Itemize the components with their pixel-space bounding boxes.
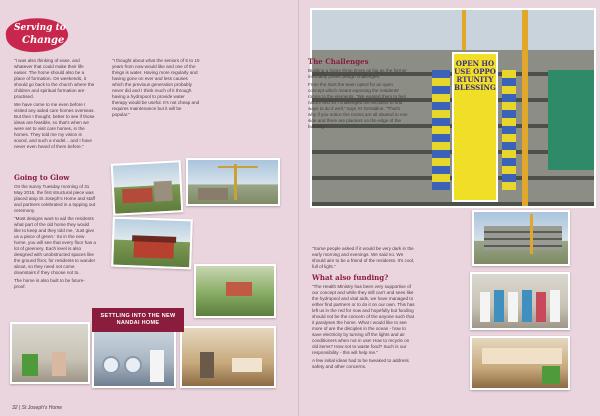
- left-column-1: [14, 58, 96, 152]
- funding-section: [312, 272, 416, 372]
- photo-old-home: [111, 217, 193, 270]
- paragraph: "I thought about what the seniors of 5 to 10 years from now would like and one of the things is water. Having more regularly and having gone on ever and less causes which the previous generation probably never did and I think much of it through having a hydropool to provide water therapy would be useful. It's not cheap and requires maintenance but it will be popular.": [112, 58, 200, 117]
- photo-dining: [180, 326, 276, 388]
- page-folio: 32 | St Joseph's Home: [12, 405, 63, 411]
- right-page: [300, 0, 600, 416]
- paragraph: "I was also thinking of ease, and whatever that could make their life easier. The home should also be a place of formation. On weekends, it should go back to the church where the children and spiritual formation are practised.: [14, 58, 95, 99]
- caption-text: SETTLING INTO THE NEW NANDAI HOME: [100, 313, 176, 326]
- photo-caption-tag: [92, 308, 184, 332]
- photo-staff-group: [470, 272, 570, 330]
- paragraph: A few initial ideas had to be tweaked to address safety and other concerns.: [312, 358, 409, 369]
- photo-garden: [194, 264, 276, 318]
- section-heading: What also funding?: [312, 273, 389, 282]
- open-house-banner: [452, 52, 498, 202]
- paragraph: "Some people asked if it would be very dark in the early morning and evenings. We said no. We should aim to be a friend of the residents. It's cool, full of light.": [312, 246, 415, 269]
- photo-crane-site: [186, 158, 280, 206]
- paragraph: Building a home three times as big as the former inevitably poses design challenges.: [308, 68, 407, 79]
- paragraph: From the start the team opted for an open concept which meant exposing the residents' rooms to the elements. "We wanted them to feel nature and so I challenged the architect to find ways to do it well," says Sr Geraldine. "That's why if you notice the rooms are all slanted to one side and there are planters on the edge of the building.": [308, 82, 408, 129]
- photo-interior-corridor: [470, 336, 570, 390]
- photo-building-exterior: [472, 210, 570, 266]
- section-heading: The Challenges: [308, 57, 369, 66]
- left-column-2: [112, 58, 200, 120]
- paragraph: The home is also built to be future-proof.: [14, 278, 85, 289]
- photo-residents-activity: [10, 322, 90, 384]
- paragraph: "Most designs want to aid the residents what part of the old home they would like to keep and they told me, 'Just give us a piece of green.' So in the new home, you will see that every floor has a lot of greenery. Each level is also designed with unobstructed spaces like the ground floor, for residents to wander about, so they need not come downstairs if they choose not to.: [14, 216, 96, 275]
- going-to-glow-section: [14, 172, 96, 292]
- paragraph: On the sunny Tuesday morning of 31 May 2016, the first structural piece was placed atop St Joseph's Home and staff and partners celebrated in a topping out ceremony.: [14, 184, 96, 213]
- photo-construction-lawn: [111, 160, 184, 216]
- paragraph: "The Health Ministry has been very supportive of our concept and while they still can't and sees like the hydropool and vital aids, we have managed to either find partners or to do it on our own. This has left us in the red for now and hopefully but funding should not be the concern of the anyone such that it paralyses the home. What I would like to see more of are the disciples in the ocean - how to save electricity by turning off the lights and air conditioners when not in use! How to recycle on old items? How not to waste food? Such is our responsibility - this will help me.": [312, 284, 415, 355]
- right-quote-column: [312, 246, 416, 272]
- photo-laundry: [92, 330, 176, 388]
- serving-to-change-logo: [6, 18, 68, 52]
- section-heading: Going to Glow: [14, 173, 70, 182]
- banner-text: OPEN HOUSE OPPORTUNITY BLESSING: [454, 59, 496, 92]
- challenges-section: [308, 56, 408, 132]
- logo-line-1: Serving to: [14, 23, 66, 33]
- paragraph: We have come to me even before I visited any aided care homes overseas. But then I thought, better to see if those ideas are feasible, so that's when we were set to visit care homes, in the homes. They told me my vision is sound, and such a model... and I have never even heard of them before.": [14, 102, 95, 149]
- logo-line-2: Change: [22, 35, 65, 46]
